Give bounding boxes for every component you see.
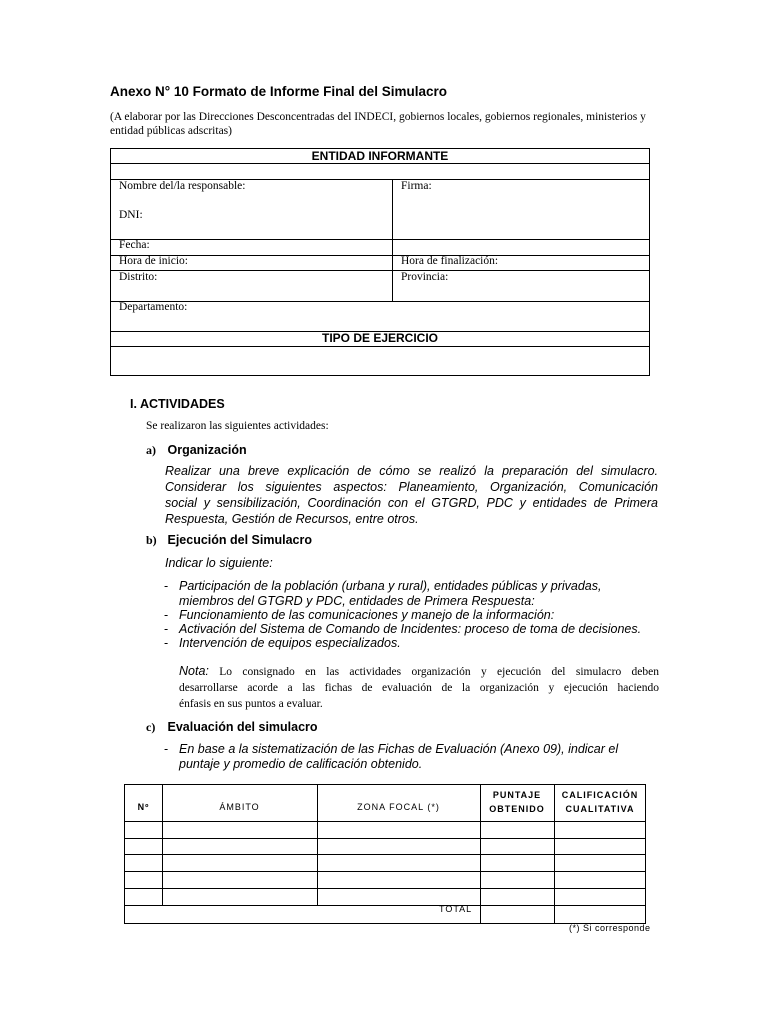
- col-header-puntaje-line1: PUNTAJE: [492, 790, 542, 800]
- subsection-b-letter: b): [146, 533, 157, 547]
- subsection-a-heading: [146, 443, 247, 458]
- firma-label: Firma:: [401, 180, 432, 192]
- column-divider: [392, 179, 393, 301]
- paragraph-line: Indicar lo siguiente:: [165, 556, 273, 570]
- hora-inicio-label: Hora de inicio:: [119, 255, 188, 267]
- fecha-label: Fecha:: [119, 239, 150, 251]
- bullet-item: [164, 636, 664, 651]
- bullet-item: [164, 608, 664, 623]
- col-header-ambito: ÁMBITO: [219, 802, 260, 812]
- subsection-b-title: Ejecución del Simulacro: [167, 533, 312, 547]
- subsection-a-letter: a): [146, 443, 156, 457]
- bullet-text-line: miembros del GTGRD y PDC, entidades de Primera Respuesta:: [179, 594, 535, 608]
- paragraph-line: Realizar una breve explicación de cómo se realizó la preparación del simulacro.: [165, 464, 658, 478]
- note-line: [179, 663, 659, 680]
- table-row: [125, 854, 645, 855]
- col-header-calificacion-line2: CUALITATIVA: [565, 804, 635, 814]
- bullet-item: [164, 622, 664, 637]
- hora-fin-label: Hora de finalización:: [401, 255, 499, 267]
- note-line: énfasis en sus puntos a evaluar.: [179, 698, 323, 710]
- note-line: desarrollarse acorde a las fichas de evaluación de la organización y ejecución haciendo: [179, 682, 659, 694]
- bullet-text-line: Participación de la población (urbana y rural), entidades públicas y privadas,: [179, 579, 602, 593]
- col-header-puntaje: [480, 788, 554, 816]
- entity-header: ENTIDAD INFORMANTE: [311, 149, 449, 163]
- table-row: [125, 821, 645, 822]
- bullet-text-line: Intervención de equipos especializados.: [179, 636, 401, 650]
- subsection-a-title: Organización: [167, 443, 247, 457]
- subsection-b-intro: [165, 555, 658, 571]
- table-row: [125, 888, 645, 889]
- subsection-c-letter: c): [146, 720, 156, 734]
- subsection-c-title: Evaluación del simulacro: [167, 720, 318, 734]
- divider: [111, 239, 649, 240]
- col-header-calificacion-line1: CALIFICACIÓN: [561, 790, 639, 800]
- bullet-item: [164, 742, 664, 772]
- paragraph-line: social y sensibilización, Coordinación con el GTGRD, PDC y entidades de Primera: [165, 496, 658, 510]
- divider: [111, 163, 649, 164]
- note-label: Nota:: [179, 664, 209, 678]
- note-paragraph: [179, 663, 659, 712]
- subsection-b-heading: [146, 533, 312, 548]
- note-text: Lo consignado en las actividades organización y ejecución del simulacro deben: [219, 666, 659, 678]
- bullet-text-line: En base a la sistematización de las Fichas de Evaluación (Anexo 09), indicar el: [179, 742, 619, 756]
- tipo-ejercicio-header: TIPO DE EJERCICIO: [321, 331, 439, 345]
- intro-paragraph: [110, 110, 664, 138]
- bullet-text-line: Funcionamiento de las comunicaciones y manejo de la información:: [179, 608, 555, 622]
- table-row: [125, 871, 645, 872]
- section-actividades-intro: Se realizaron las siguientes actividades:: [146, 420, 329, 432]
- section-actividades-title: I. ACTIVIDADES: [130, 397, 225, 411]
- dni-label: DNI:: [119, 209, 143, 221]
- col-header-puntaje-line2: OBTENIDO: [489, 804, 545, 814]
- dash-marker: -: [164, 622, 169, 636]
- col-header-no: Nº: [137, 802, 150, 812]
- divider: [111, 346, 649, 347]
- dash-marker: -: [164, 742, 169, 756]
- subsection-c-heading: [146, 720, 318, 735]
- bullet-text-line: Activación del Sistema de Comando de Incidentes: proceso de toma de decisiones.: [179, 622, 642, 636]
- provincia-label: Provincia:: [401, 271, 449, 283]
- entity-form-table: [110, 148, 650, 376]
- departamento-label: Departamento:: [119, 301, 188, 313]
- bullet-item: [164, 579, 664, 609]
- divider: [111, 301, 649, 302]
- table-row: [125, 905, 645, 906]
- footnote: (*) Si corresponde: [569, 923, 651, 933]
- col-header-zona-focal: ZONA FOCAL (*): [357, 802, 440, 812]
- divider: [111, 255, 649, 256]
- paragraph-line: Considerar los siguientes aspectos: Planeamiento, Organización, Comunicación: [165, 480, 658, 494]
- total-label: TOTAL: [439, 904, 473, 914]
- responsable-label: Nombre del/la responsable:: [119, 180, 246, 192]
- divider: [111, 270, 649, 271]
- table-row: [125, 838, 645, 839]
- distrito-label: Distrito:: [119, 271, 158, 283]
- dash-marker: -: [164, 579, 169, 593]
- subsection-a-paragraph: [165, 463, 658, 527]
- dash-marker: -: [164, 636, 169, 650]
- col-header-calificacion: [554, 788, 646, 816]
- paragraph-line: Respuesta, Gestión de Recursos, entre otros.: [165, 512, 419, 526]
- evaluation-table: [124, 784, 646, 924]
- bullet-text-line: puntaje y promedio de calificación obtenido.: [179, 757, 423, 771]
- dash-marker: -: [164, 608, 169, 622]
- document-title: Anexo N° 10 Formato de Informe Final del Simulacro: [110, 84, 447, 99]
- intro-line-1: (A elaborar por las Direcciones Desconcentradas del INDECI, gobiernos locales, gobiernos regionales, ministerios y: [110, 111, 646, 123]
- intro-line-2: entidad públicas adscritas): [110, 125, 232, 137]
